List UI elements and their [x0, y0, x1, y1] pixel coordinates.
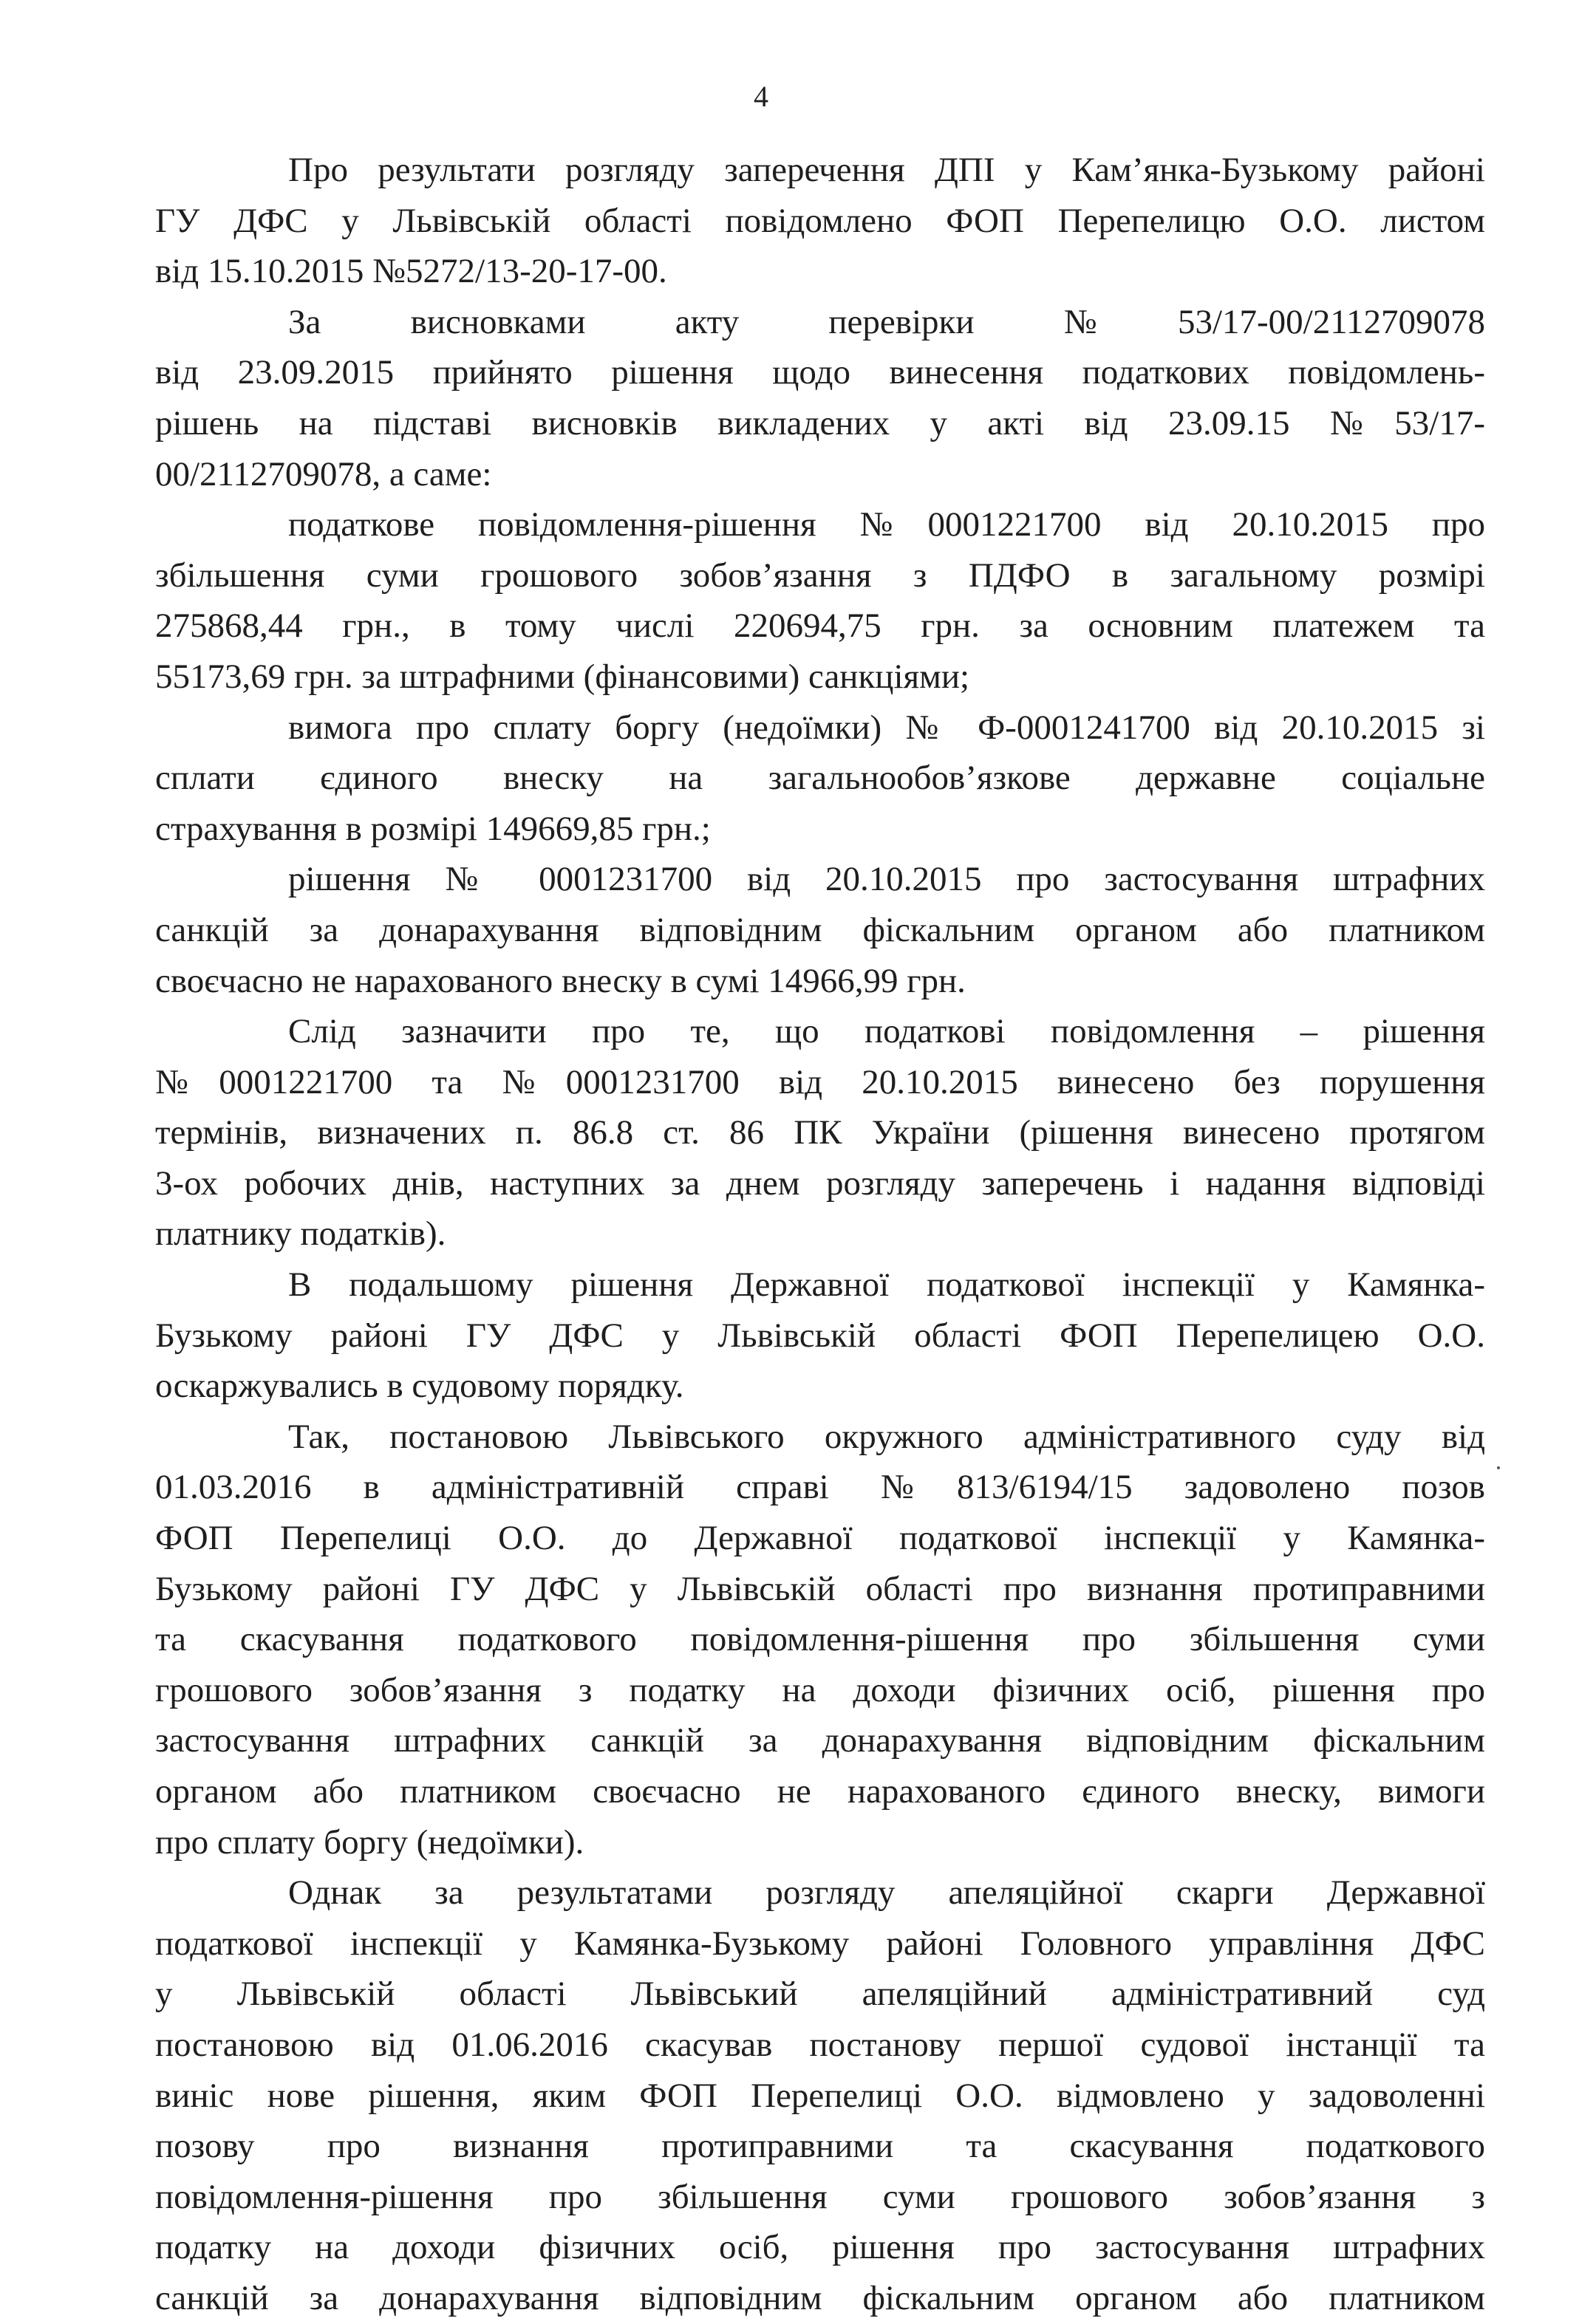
text-line: рішення № 0001231700 від 20.10.2015 про застосування штрафних	[288, 860, 1485, 899]
text-line: ФОП Перепелиці О.О. до Державної податкової інспекції у Камянка-	[155, 1519, 1485, 1558]
text-line: оскаржувались в судовому порядку.	[155, 1367, 684, 1406]
text-line: застосування штрафних санкцій за донарахування відповідним фіскальним	[155, 1721, 1485, 1760]
text-line: Бузькому районі ГУ ДФС у Львівській області про визнання протиправними	[155, 1569, 1485, 1608]
text-line: 275868,44 грн., в тому числі 220694,75 грн. за основним платежем та	[155, 606, 1485, 646]
text-line: від 23.09.2015 прийнято рішення щодо винесення податкових повідомлень-	[155, 353, 1485, 392]
text-line: 55173,69 грн. за штрафними (фінансовими) санкціями;	[155, 657, 970, 696]
text-line: страхування в розмірі 149669,85 грн.;	[155, 809, 711, 848]
scan-speck	[1497, 1466, 1500, 1469]
text-line: №0001221700 та №0001231700 від 20.10.2015 винесено без порушення	[155, 1062, 1485, 1101]
text-line: термінів, визначених п. 86.8 ст. 86 ПК України (рішення винесено протягом	[155, 1113, 1485, 1152]
text-line: ГУ ДФС у Львівській області повідомлено ФОП Перепелицю О.О. листом	[155, 201, 1485, 240]
text-line: своєчасно не нарахованого внеску в сумі 14966,99 грн.	[155, 961, 966, 1000]
text-line: рішень на підставі висновків викладених у акті від 23.09.15 №53/17-	[155, 403, 1485, 442]
text-line: збільшення суми грошового зобов’язання з ПДФО в загальному розмірі	[155, 556, 1485, 595]
text-line: позову про визнання протиправними та скасування податкового	[155, 2127, 1485, 2166]
text-line: 3-ох робочих днів, наступних за днем розгляду заперечень і надання відповіді	[155, 1163, 1485, 1203]
text-line: про сплату боргу (недоїмки).	[155, 1822, 584, 1862]
text-line: санкцій за донарахування відповідним фіскальним органом або платником	[155, 910, 1485, 949]
text-line: грошового зобов’язання з податку на доходи фізичних осіб, рішення про	[155, 1670, 1485, 1709]
text-line: Слід зазначити про те, що податкові повідомлення – рішення	[288, 1012, 1485, 1051]
text-line: платнику податків).	[155, 1214, 446, 1254]
page-number: 4	[754, 80, 768, 113]
text-line: Про результати розгляду заперечення ДПІ у Кам’янка-Бузькому районі	[288, 151, 1485, 189]
text-line: Однак за результатами розгляду апеляційної скарги Державної	[288, 1873, 1485, 1913]
text-line: За висновками акту перевірки №53/17-00/2112709078	[288, 302, 1485, 341]
text-line: санкцій за донарахування відповідним фіскальним органом або платником	[155, 2278, 1485, 2317]
text-line: повідомлення-рішення про збільшення суми грошового зобов’язання з	[155, 2177, 1485, 2216]
text-line: вимога про сплату боргу (недоїмки) № Ф-0001241700 від 20.10.2015 зі	[288, 708, 1485, 747]
text-line: у Львівській області Львівський апеляційний адміністративний суд	[155, 1975, 1485, 2014]
text-line: постановою від 01.06.2016 скасував постанову першої судової інстанції та	[155, 2025, 1485, 2064]
text-line: органом або платником своєчасно не нарахованого єдиного внеску, вимоги	[155, 1772, 1485, 1811]
text-line: В подальшому рішення Державної податкової інспекції у Камянка-	[288, 1265, 1485, 1305]
text-line: податку на доходи фізичних осіб, рішення про застосування штрафних	[155, 2228, 1485, 2267]
text-line: виніс нове рішення, яким ФОП Перепелиці О.О. відмовлено у задоволенні	[155, 2076, 1485, 2115]
text-line: та скасування податкового повідомлення-рішення про збільшення суми	[155, 1620, 1485, 1659]
text-line: податкове повідомлення-рішення №0001221700 від 20.10.2015 про	[288, 505, 1485, 544]
text-line: Так, постановою Львівського окружного адміністративного суду від	[288, 1417, 1485, 1456]
text-line: 00/2112709078, а саме:	[155, 454, 492, 493]
document-body	[155, 145, 1485, 2324]
text-line: податкової інспекції у Камянка-Бузькому районі Головного управління ДФС	[155, 1924, 1485, 1963]
text-line: сплати єдиного внеску на загальнообов’язкове державне соціальне	[155, 759, 1485, 798]
text-line: від 15.10.2015 №5272/13-20-17-00.	[155, 252, 667, 291]
text-line: Бузькому районі ГУ ДФС у Львівській області ФОП Перепелицею О.О.	[155, 1316, 1485, 1355]
text-line: 01.03.2016 в адміністративній справі №813/6194/15 задоволено позов	[155, 1468, 1485, 1507]
